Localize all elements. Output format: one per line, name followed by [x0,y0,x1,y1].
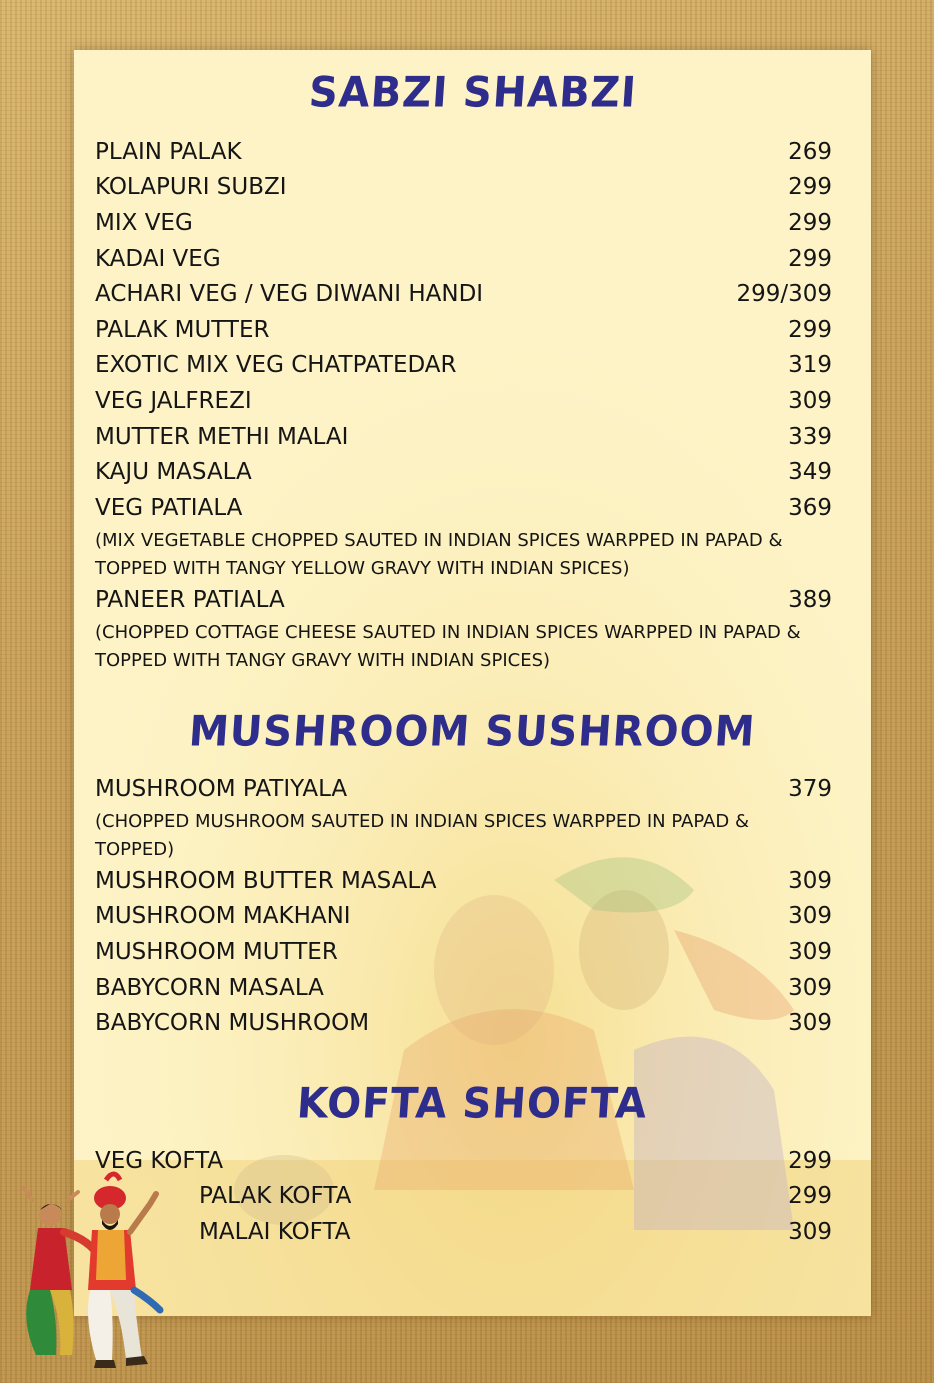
item-price: 299 [788,317,832,343]
menu-item [95,419,832,455]
item-name: VEG KOFTA [95,1148,224,1174]
item-price: 269 [788,139,832,165]
section-heading-sabzi: SABZI SHABZI [307,68,638,118]
item-name: PALAK KOFTA [199,1183,352,1209]
description-line: (CHOPPED COTTAGE CHEESE SAUTED IN INDIAN SPICES WARPPED IN PAPAD & [95,622,801,643]
menu-item [95,241,832,277]
item-price: 309 [788,975,832,1001]
item-description [95,527,840,583]
item-name: ACHARI VEG / VEG DIWANI HANDI [95,281,484,307]
menu-item [95,134,832,170]
bhangra-dancers-illustration [10,1170,175,1375]
item-price: 339 [788,424,832,450]
item-price: 299/309 [736,281,832,307]
menu-item [95,205,832,241]
section-heading-mushroom: MUSHROOM SUSHROOM [187,707,758,757]
item-name: VEG PATIALA [95,495,243,521]
item-name: BABYCORN MUSHROOM [95,1010,370,1036]
item-price: 299 [788,246,832,272]
item-name: MUSHROOM BUTTER MASALA [95,868,437,894]
menu-item [95,1143,832,1179]
menu-item [95,169,832,205]
item-name: KADAI VEG [95,246,221,272]
item-description [95,808,840,864]
menu-item [95,898,832,934]
menu-item [95,970,832,1006]
item-name: VEG JALFREZI [95,388,252,414]
item-price: 379 [788,776,832,802]
item-price: 309 [788,939,832,965]
menu-item [95,454,832,490]
menu-item [95,582,832,618]
menu-item [95,1005,832,1041]
menu-item [95,1214,832,1250]
item-price: 299 [788,174,832,200]
item-description [95,619,840,675]
menu-item [95,934,832,970]
item-price: 309 [788,1010,832,1036]
item-name: PALAK MUTTER [95,317,270,343]
item-price: 299 [788,1183,832,1209]
menu-item [95,863,832,899]
item-name: KAJU MASALA [95,459,252,485]
item-name: PLAIN PALAK [95,139,242,165]
item-name: MUSHROOM PATIYALA [95,776,348,802]
menu-item [95,1178,832,1214]
description-line: TOPPED WITH TANGY GRAVY WITH INDIAN SPICES) [95,650,551,671]
item-name: MIX VEG [95,210,193,236]
item-price: 299 [788,210,832,236]
item-price: 349 [788,459,832,485]
item-price: 389 [788,587,832,613]
description-line: (MIX VEGETABLE CHOPPED SAUTED IN INDIAN SPICES WARPPED IN PAPAD & [95,530,783,551]
item-price: 309 [788,903,832,929]
description-line: TOPPED) [95,839,175,860]
item-price: 309 [788,1219,832,1245]
menu-item [95,347,832,383]
menu-item [95,490,832,526]
item-name: MALAI KOFTA [199,1219,351,1245]
item-price: 299 [788,1148,832,1174]
description-line: (CHOPPED MUSHROOM SAUTED IN INDIAN SPICES WARPPED IN PAPAD & [95,811,749,832]
item-price: 309 [788,388,832,414]
menu-item [95,276,832,312]
item-price: 319 [788,352,832,378]
menu-item [95,312,832,348]
item-name: BABYCORN MASALA [95,975,324,1001]
item-price: 309 [788,868,832,894]
menu-item [95,771,832,807]
item-name: EXOTIC MIX VEG CHATPATEDAR [95,352,457,378]
item-name: KOLAPURI SUBZI [95,174,287,200]
item-name: MUSHROOM MUTTER [95,939,338,965]
item-name: PANEER PATIALA [95,587,285,613]
item-price: 369 [788,495,832,521]
section-heading-kofta: KOFTA SHOFTA [295,1079,650,1129]
item-name: MUSHROOM MAKHANI [95,903,351,929]
description-line: TOPPED WITH TANGY YELLOW GRAVY WITH INDIAN SPICES) [95,558,630,579]
item-name: MUTTER METHI MALAI [95,424,349,450]
menu-item [95,383,832,419]
